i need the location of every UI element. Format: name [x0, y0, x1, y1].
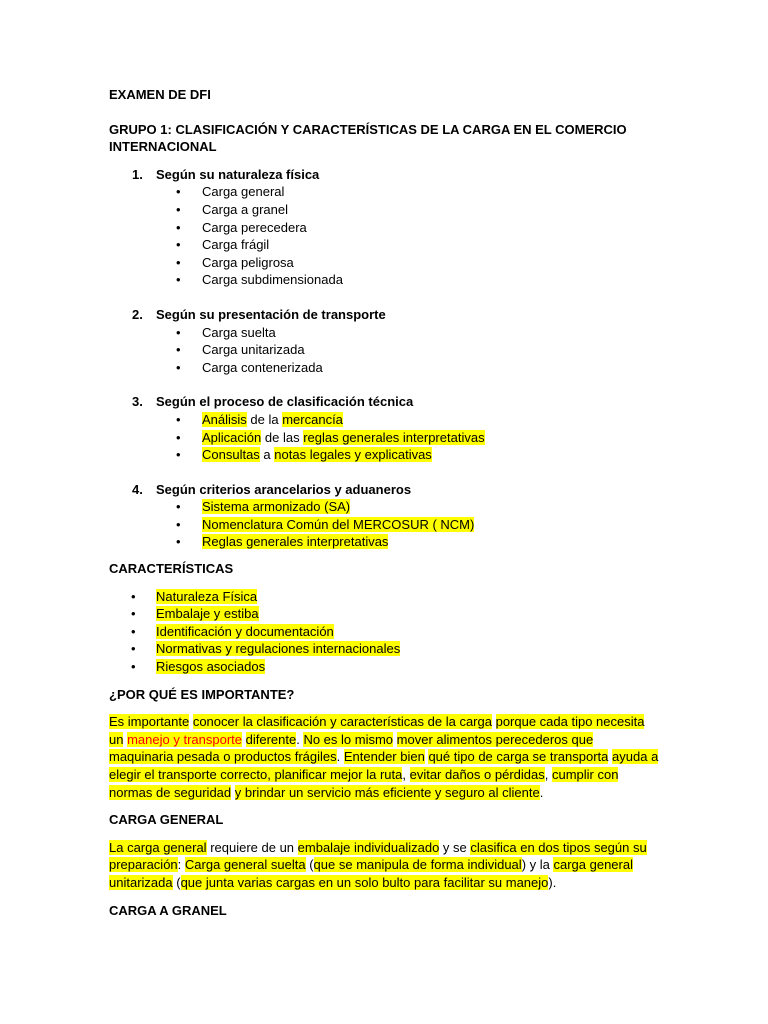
highlighted-text: que junta varias cargas en un solo bulto para facilitar su manejo: [180, 874, 549, 890]
list-item: [109, 623, 661, 641]
list-item: • Carga suelta: [109, 324, 661, 342]
section-block: [109, 306, 661, 376]
highlighted-text: Sistema armonizado (SA): [202, 499, 351, 515]
highlighted-text: mercancía: [282, 411, 343, 427]
list-item: [109, 498, 661, 516]
highlighted-text: Riesgos asociados: [156, 659, 266, 675]
list-item: [109, 533, 661, 551]
highlighted-text: evitar daños o pérdidas: [409, 767, 545, 782]
highlighted-text: carga general unitarizada: [109, 857, 633, 890]
highlighted-text: qué tipo de carga se transporta: [428, 749, 609, 765]
section-title: [109, 166, 661, 184]
section-number: 3.: [132, 394, 143, 410]
text-run: ).: [548, 874, 557, 890]
highlighted-text: ayuda a elegir el transporte correcto, planificar mejor la ruta: [109, 749, 659, 782]
section-bullet-list: [109, 411, 661, 464]
sections-list: [109, 166, 661, 551]
section-block: [109, 393, 661, 463]
section-bullet-list: [109, 183, 661, 289]
highlighted-text: porque cada tipo necesita un: [109, 714, 645, 747]
section-title-text: Según su naturaleza física: [156, 166, 320, 182]
highlighted-text: No es lo mismo: [303, 731, 394, 747]
list-item: [109, 605, 661, 623]
section-block: [109, 166, 661, 289]
section-bullet-list: [109, 498, 661, 551]
highlighted-text: Embalaje y estiba: [156, 606, 259, 622]
text-run: de la: [246, 411, 283, 427]
highlighted-text: embalaje individualizado: [297, 839, 440, 855]
list-item: • Carga a granel: [109, 201, 661, 219]
text-run: ) y la: [521, 857, 554, 873]
highlighted-text: que se manipula de forma individual: [313, 857, 522, 873]
list-item: • Carga general: [109, 183, 661, 201]
highlighted-text: Reglas generales interpretativas: [202, 534, 389, 550]
section-title-text: Según el proceso de clasificación técnica: [156, 394, 414, 410]
highlighted-text: cumplir con normas de seguridad: [109, 767, 619, 800]
section-number: 4.: [132, 481, 143, 497]
highlighted-text: Carga general suelta: [184, 857, 306, 873]
text-run: a: [259, 447, 275, 463]
document-body: [109, 86, 661, 919]
highlighted-text: Nomenclatura Común del MERCOSUR ( NCM): [202, 516, 475, 532]
list-item: [109, 446, 661, 464]
list-item: [109, 516, 661, 534]
highlighted-text: y brindar un servicio más eficiente y seguro al cliente: [234, 784, 540, 800]
importante-heading: ¿POR QUÉ ES IMPORTANTE?: [109, 686, 295, 702]
text-run: .: [296, 731, 304, 747]
text-run: .: [539, 784, 544, 800]
highlighted-text: La carga general: [109, 839, 207, 855]
section-title: [109, 481, 661, 499]
highlighted-text: Es importante: [109, 714, 190, 730]
caracteristicas-heading: CARACTERÍSTICAS: [109, 561, 234, 577]
caracteristicas-list: [109, 588, 661, 676]
list-item: [109, 640, 661, 658]
highlighted-text: diferente: [245, 731, 297, 747]
highlighted-text: clasifica en dos tipos según su preparación: [109, 839, 647, 873]
list-item: • Carga frágil: [109, 236, 661, 254]
list-item: [109, 588, 661, 606]
list-item: • Carga contenerizada: [109, 359, 661, 377]
list-item: • Carga unitarizada: [109, 341, 661, 359]
section-block: [109, 481, 661, 551]
highlighted-text: Consultas: [202, 447, 260, 463]
list-item: • Carga perecedera: [109, 219, 661, 237]
group-heading: GRUPO 1: CLASIFICACIÓN Y CARACTERÍSTICAS DE LA CARGA EN EL COMERCIO INTERNACIONAL: [109, 121, 627, 155]
list-item: [109, 658, 661, 676]
text-run: y se: [439, 839, 471, 855]
highlighted-text: reglas generales interpretativas: [303, 429, 485, 445]
list-item: [109, 411, 661, 429]
text-run: ,: [402, 767, 410, 782]
document-title: EXAMEN DE DFI: [109, 87, 211, 102]
highlighted-text: Normativas y regulaciones internacionales: [156, 641, 401, 657]
highlighted-text: Identificación y documentación: [156, 623, 334, 639]
importante-paragraph: [109, 713, 661, 801]
highlighted-text: Naturaleza Física: [156, 588, 258, 604]
highlighted-text: Aplicación: [202, 429, 262, 445]
section-bullet-list: [109, 324, 661, 377]
highlighted-text: Entender bien: [343, 749, 425, 765]
highlighted-text: conocer la clasificación y características de la carga: [192, 714, 492, 730]
carga-granel-heading: CARGA A GRANEL: [109, 902, 227, 918]
list-item: • Carga peligrosa: [109, 254, 661, 272]
text-run: (: [172, 874, 181, 890]
highlighted-text: notas legales y explicativas: [274, 447, 432, 463]
carga-general-paragraph: [109, 839, 661, 892]
section-number: 2.: [132, 306, 143, 322]
carga-general-heading: CARGA GENERAL: [109, 812, 224, 828]
highlighted-text: Análisis: [202, 411, 247, 427]
section-number: 1.: [132, 166, 143, 182]
section-title: [109, 306, 661, 324]
section-title-text: Según su presentación de transporte: [156, 306, 386, 322]
text-run: (: [305, 857, 314, 873]
text-run: ,: [544, 767, 552, 782]
section-title-text: Según criterios arancelarios y aduaneros: [156, 481, 412, 497]
text-run: .: [336, 749, 344, 765]
highlighted-text: mover alimentos perecederos que maquinaria pesada o productos frágiles: [109, 731, 594, 765]
text-run: :: [177, 857, 185, 873]
text-run: de las: [261, 429, 304, 445]
list-item: [109, 429, 661, 447]
list-item: • Carga subdimensionada: [109, 271, 661, 289]
text-run: requiere de un: [206, 839, 298, 855]
highlighted-text: manejo y transporte: [127, 731, 242, 747]
section-title: [109, 393, 661, 411]
